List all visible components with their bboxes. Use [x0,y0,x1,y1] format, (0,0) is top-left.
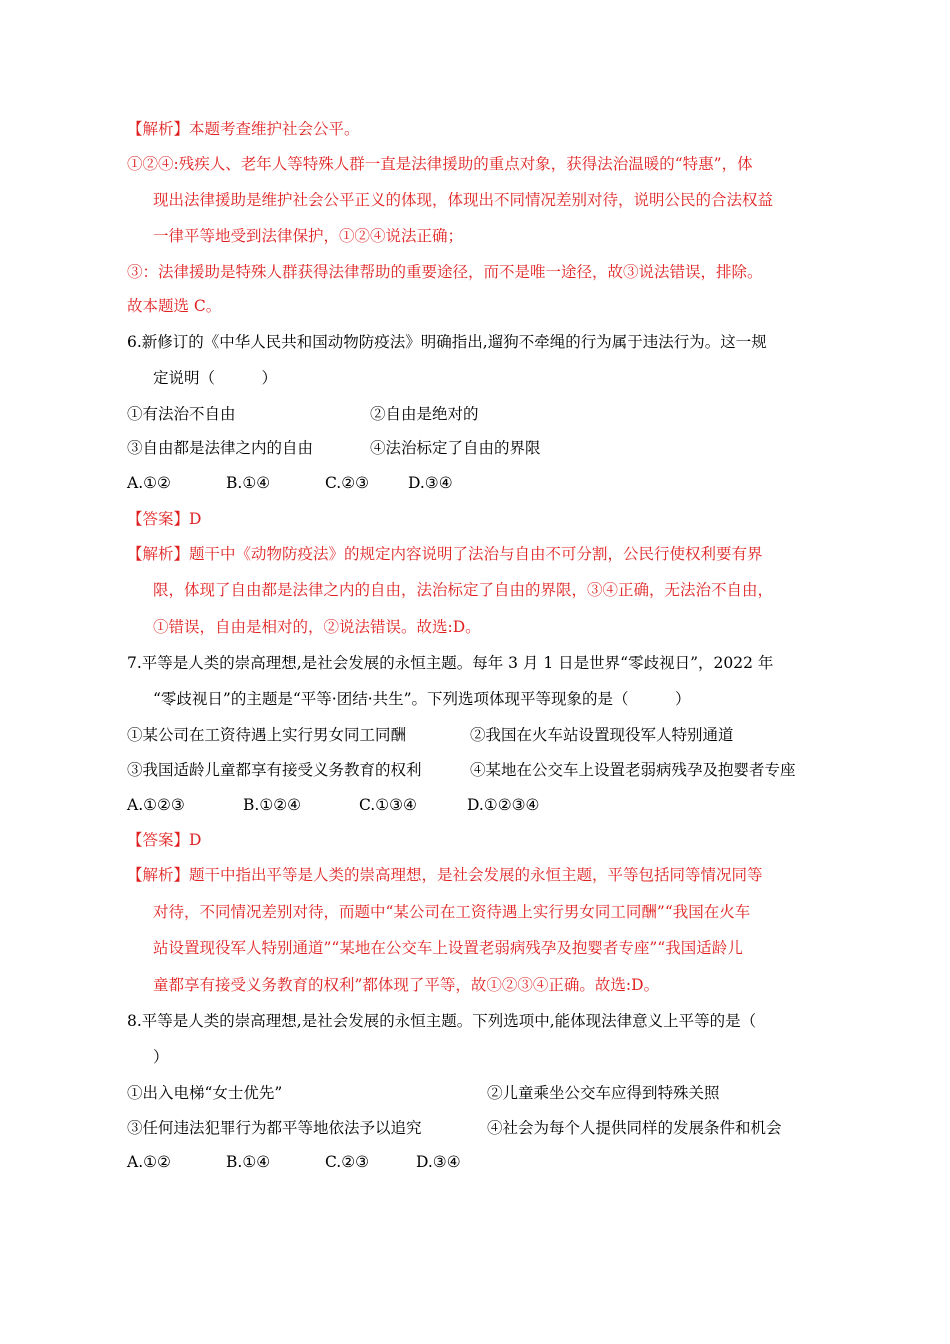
q7-option-3: ③我国适龄儿童都享有接受义务教育的权利 [127,761,422,779]
q7-analysis-line-2: 对待，不同情况差别对待，而题中“某公司在工资待遇上实行男女同工同酬”“我国在火车 [153,903,751,921]
q8-choice-a: A.①② [127,1153,171,1171]
q6-option-3: ③自由都是法律之内的自由 [127,439,314,457]
prev-analysis-heading: 【解析】本题考查维护社会公平。 [127,120,360,138]
q8-stem-line-1: 8.平等是人类的崇高理想,是社会发展的永恒主题。下列选项中,能体现法律意义上平等的是（ [127,1012,757,1030]
prev-analysis-line-5: 故本题选 C。 [127,297,222,315]
q6-analysis-line-1: 【解析】题干中《动物防疫法》的规定内容说明了法治与自由不可分割，公民行使权利要有界 [127,545,763,563]
q8-choice-d: D.③④ [416,1153,461,1171]
q7-analysis-line-1: 【解析】题干中指出平等是人类的崇高理想，是社会发展的永恒主题，平等包括同等情况同等 [127,866,763,884]
prev-analysis-line-2: 现出法律援助是维护社会公平正义的体现，体现出不同情况差别对待，说明公民的合法权益 [153,191,774,209]
q8-option-1: ①出入电梯“女士优先” [127,1084,283,1102]
prev-analysis-line-1: ①②④:残疾人、老年人等特殊人群一直是法律援助的重点对象，获得法治温暖的“特惠”，体 [127,155,753,173]
q7-option-1: ①某公司在工资待遇上实行男女同工同酬 [127,726,407,744]
q7-stem-line-1: 7.平等是人类的崇高理想,是社会发展的永恒主题。每年 3 月 1 日是世界“零歧视日”，2022 年 [127,654,774,672]
q7-choice-b: B.①②④ [243,796,302,814]
q6-stem-line-2: 定说明（ ） [153,369,278,387]
q6-choice-c: C.②③ [325,474,370,492]
q7-choice-d: D.①②③④ [467,796,540,814]
q6-analysis-line-3: ①错误，自由是相对的，②说法错误。故选:D。 [153,618,481,636]
q8-option-2: ②儿童乘坐公交车应得到特殊关照 [487,1084,720,1102]
q7-analysis-line-4: 童都享有接受义务教育的权利”都体现了平等，故①②③④正确。故选:D。 [153,976,660,994]
q6-option-1: ①有法治不自由 [127,405,236,423]
q7-choice-a: A.①②③ [127,796,185,814]
q7-choice-c: C.①③④ [359,796,417,814]
q6-answer: 【答案】D [127,510,202,528]
q7-answer: 【答案】D [127,831,202,849]
q6-analysis-line-2: 限，体现了自由都是法律之内的自由，法治标定了自由的界限，③④正确，无法治不自由， [153,581,774,599]
q8-choice-b: B.①④ [226,1153,271,1171]
q8-option-3: ③任何违法犯罪行为都平等地依法予以追究 [127,1119,422,1137]
q6-choice-a: A.①② [127,474,171,492]
q6-option-4: ④法治标定了自由的界限 [370,439,541,457]
q7-analysis-line-3: 站设置现役军人特别通道”“某地在公交车上设置老弱病残孕及抱婴者专座”“我国适龄儿 [153,939,743,957]
q7-option-4: ④某地在公交车上设置老弱病残孕及抱婴者专座 [470,761,796,779]
prev-analysis-line-4: ③：法律援助是特殊人群获得法律帮助的重要途径，而不是唯一途径，故③说法错误，排除。 [127,263,763,281]
q6-option-2: ②自由是绝对的 [370,405,479,423]
q7-stem-line-2: “零歧视日”的主题是“平等·团结·共生”。下列选项体现平等现象的是（ ） [153,690,691,708]
q6-stem-line-1: 6.新修订的《中华人民共和国动物防疫法》明确指出,遛狗不牵绳的行为属于违法行为。这一规 [127,333,767,351]
q8-option-4: ④社会为每个人提供同样的发展条件和机会 [487,1119,782,1137]
prev-analysis-line-3: 一律平等地受到法律保护，①②④说法正确； [153,227,464,245]
q6-choice-d: D.③④ [408,474,453,492]
q6-choice-b: B.①④ [226,474,271,492]
q8-stem-line-2: ） [153,1048,169,1066]
q8-choice-c: C.②③ [325,1153,370,1171]
q7-option-2: ②我国在火车站设置现役军人特别通道 [470,726,734,744]
